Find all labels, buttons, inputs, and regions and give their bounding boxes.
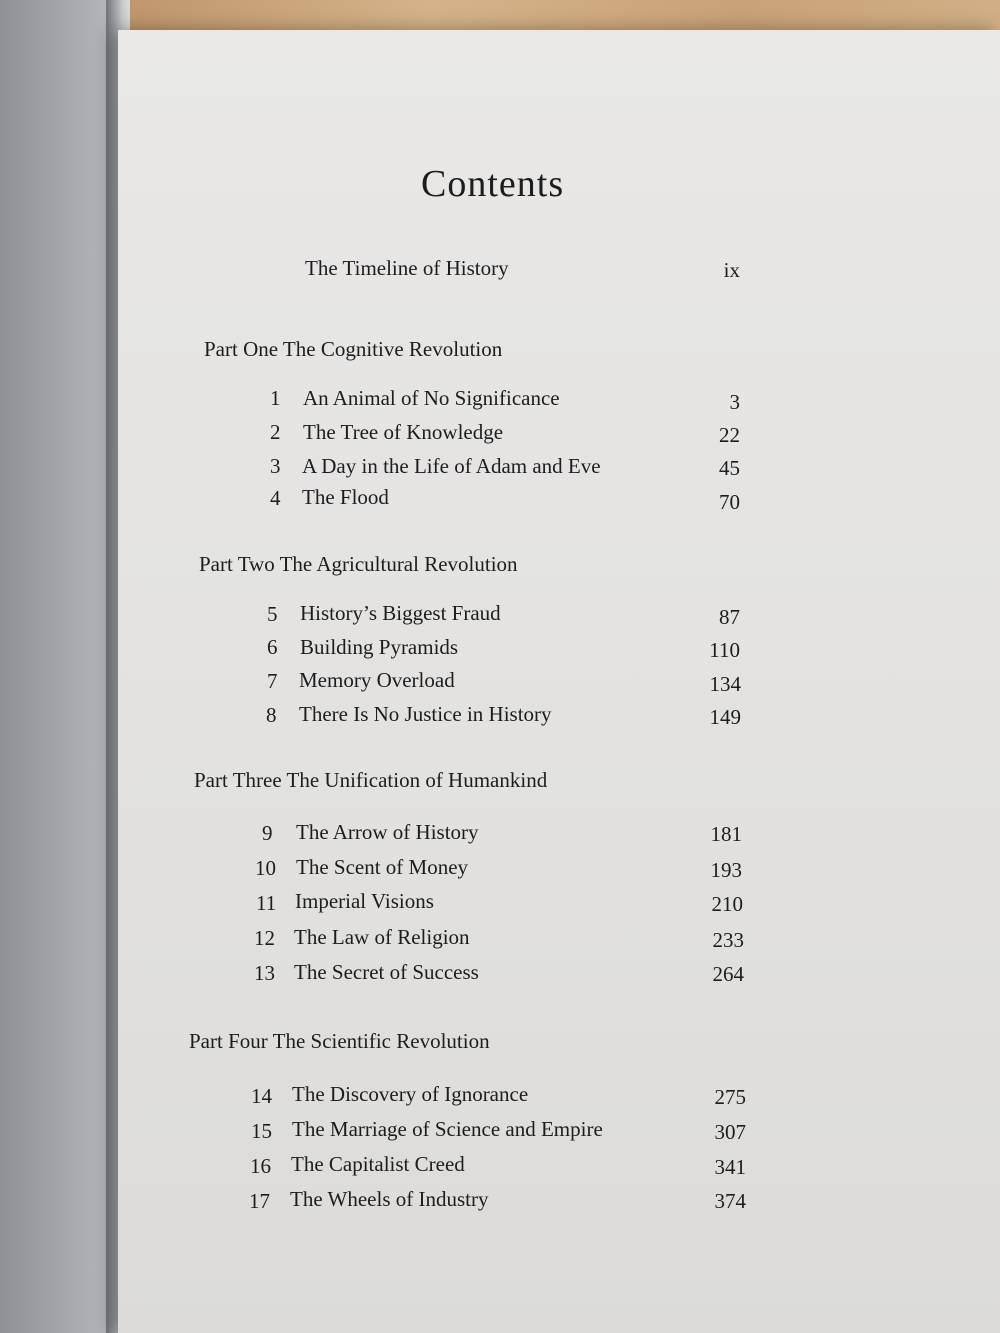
chapter-number: 10 xyxy=(255,856,276,880)
chapter-title: The Scent of Money xyxy=(296,855,469,879)
chapter-title: The Flood xyxy=(302,485,389,509)
chapter-page: 264 xyxy=(712,962,744,986)
page-title: Contents xyxy=(421,163,565,205)
chapter-page: 22 xyxy=(719,423,740,447)
chapter-number: 5 xyxy=(267,602,278,626)
chapter-number: 17 xyxy=(249,1189,270,1213)
chapter-page: 110 xyxy=(709,638,740,662)
chapter-page: 70 xyxy=(719,490,740,514)
chapter-title: Building Pyramids xyxy=(300,635,459,659)
chapter-number: 9 xyxy=(262,821,273,845)
chapter-title: The Secret of Success xyxy=(294,960,479,984)
chapter-title: The Tree of Knowledge xyxy=(303,420,504,444)
chapter-title: A Day in the Life of Adam and Eve xyxy=(302,454,601,478)
chapter-page: 45 xyxy=(719,456,740,480)
chapter-number: 12 xyxy=(254,926,275,950)
chapter-title: Memory Overload xyxy=(299,668,455,692)
chapter-number: 16 xyxy=(250,1154,271,1178)
part-four-heading: Part Four The Scientific Revolution xyxy=(189,1029,490,1053)
chapter-title: The Wheels of Industry xyxy=(290,1187,489,1211)
chapter-number: 14 xyxy=(251,1084,272,1108)
chapter-title: An Animal of No Significance xyxy=(303,386,560,410)
chapter-number: 8 xyxy=(266,703,277,727)
chapter-title: There Is No Justice in History xyxy=(299,702,552,726)
chapter-number: 6 xyxy=(267,635,278,659)
part-two-heading: Part Two The Agricultural Revolution xyxy=(199,552,518,576)
chapter-page: 181 xyxy=(710,822,742,846)
chapter-page: 3 xyxy=(729,390,740,414)
chapter-page: 341 xyxy=(714,1155,746,1179)
chapter-number: 4 xyxy=(270,486,281,510)
timeline-entry-page: ix xyxy=(723,258,740,282)
chapter-title: The Marriage of Science and Empire xyxy=(292,1117,603,1141)
chapter-number: 13 xyxy=(254,961,275,985)
chapter-number: 7 xyxy=(267,669,278,693)
chapter-page: 193 xyxy=(710,858,742,882)
left-page xyxy=(0,0,112,1333)
chapter-page: 87 xyxy=(719,605,740,629)
timeline-entry-title: The Timeline of History xyxy=(305,256,509,280)
chapter-page: 233 xyxy=(712,928,744,952)
chapter-title: History’s Biggest Fraud xyxy=(300,601,501,625)
chapter-number: 3 xyxy=(270,454,281,478)
chapter-title: The Discovery of Ignorance xyxy=(292,1082,529,1106)
chapter-number: 11 xyxy=(256,891,277,915)
chapter-page: 149 xyxy=(709,705,741,729)
chapter-title: The Arrow of History xyxy=(296,820,479,844)
chapter-page: 210 xyxy=(711,892,743,916)
chapter-number: 1 xyxy=(270,386,281,410)
part-three-heading: Part Three The Unification of Humankind xyxy=(194,768,548,792)
part-one-heading: Part One The Cognitive Revolution xyxy=(204,337,503,361)
chapter-page: 374 xyxy=(714,1189,746,1213)
chapter-number: 15 xyxy=(251,1119,272,1143)
chapter-number: 2 xyxy=(270,420,281,444)
chapter-page: 134 xyxy=(709,672,741,696)
chapter-page: 307 xyxy=(714,1120,746,1144)
chapter-title: The Law of Religion xyxy=(294,925,470,949)
chapter-title: Imperial Visions xyxy=(295,889,434,913)
chapter-page: 275 xyxy=(714,1085,746,1109)
chapter-title: The Capitalist Creed xyxy=(291,1152,465,1176)
